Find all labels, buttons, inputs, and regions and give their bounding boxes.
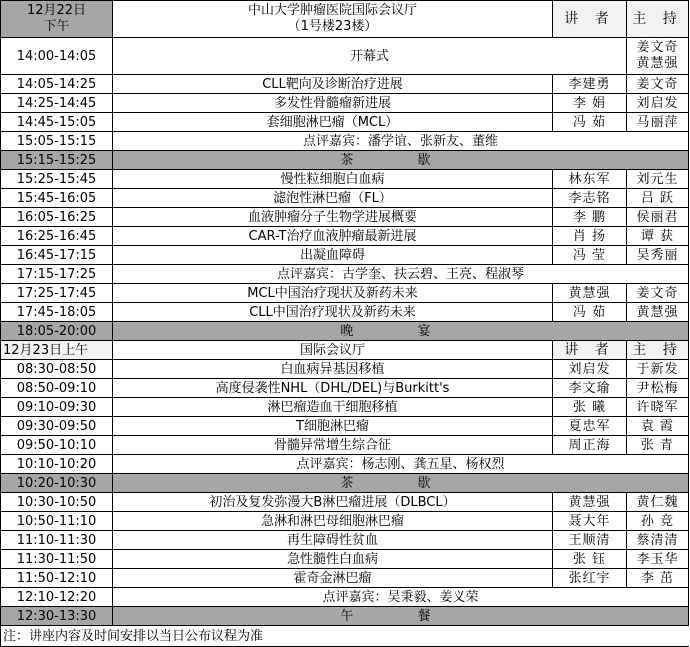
chair-name: 黄仁魏 — [627, 493, 689, 512]
session-time: 08:50-09:10 — [1, 379, 113, 398]
session-time: 11:50-12:10 — [1, 569, 113, 588]
session-time: 16:05-16:25 — [1, 208, 113, 227]
session-title: 多发性骨髓瘤新进展 — [113, 94, 553, 113]
session-title: 血液肿瘤分子生物学进展概要 — [113, 208, 553, 227]
session-title: CLL中国治疗现状及新药未来 — [113, 303, 553, 322]
talk-row — [1, 512, 689, 531]
session-time: 14:25-14:45 — [1, 94, 113, 113]
speaker-name: 黄慧强 — [553, 284, 627, 303]
chair-name: 袁 霞 — [627, 417, 689, 436]
lunch-row — [1, 607, 689, 626]
session-time: 17:45-18:05 — [1, 303, 113, 322]
talk-row — [1, 493, 689, 512]
chair-name: 刘元生 — [627, 170, 689, 189]
note-row — [1, 626, 689, 647]
speaker-name: 周正海 — [553, 436, 627, 455]
speaker-name: 张 钰 — [553, 550, 627, 569]
session-time: 14:45-15:05 — [1, 113, 113, 132]
speaker-name: 张 曦 — [553, 398, 627, 417]
session-time: 10:30-10:50 — [1, 493, 113, 512]
session-time: 16:25-16:45 — [1, 227, 113, 246]
session-time: 09:30-09:50 — [1, 417, 113, 436]
chair-name: 马丽萍 — [627, 113, 689, 132]
talk-row — [1, 379, 689, 398]
talk-row — [1, 550, 689, 569]
speaker-name: 李建勇 — [553, 75, 627, 94]
day1-venue-cell — [113, 1, 553, 38]
day1-chair-header: 主 持 — [627, 1, 689, 38]
chair-name: 张 青 — [627, 436, 689, 455]
speaker-name: 张红宇 — [553, 569, 627, 588]
session-time: 09:10-09:30 — [1, 398, 113, 417]
session-time: 15:25-15:45 — [1, 170, 113, 189]
session-title: 急性髓性白血病 — [113, 550, 553, 569]
day1-opening-chairs — [627, 38, 689, 75]
break-label: 午 餐 — [113, 607, 689, 626]
session-title: CLL靶向及诊断治疗进展 — [113, 75, 553, 94]
session-title: CAR-T治疗血液肿瘤最新进展 — [113, 227, 553, 246]
break-time: 15:15-15:25 — [1, 151, 113, 170]
break-time: 10:20-10:30 — [1, 474, 113, 493]
speaker-name: 夏忠军 — [553, 417, 627, 436]
break-label: 晚 宴 — [113, 322, 689, 341]
footnote: 注：讲座内容及时间安排以当日公布议程为准 — [1, 626, 689, 647]
talk-row — [1, 113, 689, 132]
day2-speaker-header: 讲 者 — [553, 341, 627, 360]
session-time: 10:10-10:20 — [1, 455, 113, 474]
talk-row — [1, 189, 689, 208]
speaker-name: 聂大年 — [553, 512, 627, 531]
chair-name: 尹松梅 — [627, 379, 689, 398]
session-title: T细胞淋巴瘤 — [113, 417, 553, 436]
speaker-name: 刘启发 — [553, 360, 627, 379]
day2-venue: 国际会议厅 — [113, 341, 553, 360]
day1-venue-sub: （1号楼23楼） — [287, 19, 378, 34]
chair-name: 孙 竞 — [627, 512, 689, 531]
speaker-name: 黄慧强 — [553, 493, 627, 512]
talk-row — [1, 531, 689, 550]
session-time: 17:25-17:45 — [1, 284, 113, 303]
chair-name: 刘启发 — [627, 94, 689, 113]
session-title: 滤泡性淋巴瘤（FL） — [113, 189, 553, 208]
session-title: 骨髓异常增生综合征 — [113, 436, 553, 455]
speaker-name: 冯 莹 — [553, 246, 627, 265]
session-time: 08:30-08:50 — [1, 360, 113, 379]
day1-date-cell — [1, 1, 113, 38]
comment-guests: 点评嘉宾：杨志刚、龚五星、杨权烈 — [113, 455, 689, 474]
talk-row — [1, 75, 689, 94]
talk-row — [1, 417, 689, 436]
chair-name: 蔡清清 — [627, 531, 689, 550]
speaker-name: 冯 茹 — [553, 303, 627, 322]
comment-guests: 点评嘉宾：吴秉毅、姜义荣 — [113, 588, 689, 607]
comment-row — [1, 588, 689, 607]
comment-row — [1, 455, 689, 474]
talk-row — [1, 360, 689, 379]
chair-name: 黄慧强 — [627, 303, 689, 322]
session-time: 14:05-14:25 — [1, 75, 113, 94]
chair-name: 许晓军 — [627, 398, 689, 417]
break-time: 12:30-13:30 — [1, 607, 113, 626]
chair-name: 谭 获 — [627, 227, 689, 246]
day2-chair-header: 主 持 — [627, 341, 689, 360]
chair-name: 姜文奇 — [627, 75, 689, 94]
day1-date: 12月22日 — [26, 3, 87, 18]
session-title: 再生障碍性贫血 — [113, 531, 553, 550]
talk-row — [1, 208, 689, 227]
session-title: 急淋和淋巴母细胞淋巴瘤 — [113, 512, 553, 531]
break-label: 茶 歇 — [113, 474, 689, 493]
session-time: 15:45-16:05 — [1, 189, 113, 208]
talk-row — [1, 94, 689, 113]
comment-guests: 点评嘉宾：潘学谊、张新友、董维 — [113, 132, 689, 151]
session-time: 14:00-14:05 — [1, 38, 113, 75]
chair-name: 李 茁 — [627, 569, 689, 588]
speaker-name: 李 鹏 — [553, 208, 627, 227]
chair-name: 于新发 — [627, 360, 689, 379]
break-label: 茶 歇 — [113, 151, 689, 170]
talk-row — [1, 569, 689, 588]
session-title: 淋巴瘤造血干细胞移植 — [113, 398, 553, 417]
talk-row — [1, 303, 689, 322]
day2-date: 12月23日上午 — [1, 341, 113, 360]
session-title: 初治及复发弥漫大B淋巴瘤进展（DLBCL） — [113, 493, 553, 512]
session-time: 11:30-11:50 — [1, 550, 113, 569]
session-title: 出凝血障碍 — [113, 246, 553, 265]
talk-row — [1, 284, 689, 303]
tea-break-row — [1, 151, 689, 170]
break-time: 18:05-20:00 — [1, 322, 113, 341]
session-time: 16:45-17:15 — [1, 246, 113, 265]
session-title: MCL中国治疗现状及新药未来 — [113, 284, 553, 303]
day1-venue: 中山大学肿瘤医院国际会议厅 — [247, 3, 417, 18]
speaker-name: 李 娟 — [553, 94, 627, 113]
session-title: 开幕式 — [113, 38, 627, 75]
speaker-name: 王顺清 — [553, 531, 627, 550]
speaker-name: 冯 茹 — [553, 113, 627, 132]
speaker-name: 肖 扬 — [553, 227, 627, 246]
session-time: 10:50-11:10 — [1, 512, 113, 531]
session-time: 17:15-17:25 — [1, 265, 113, 284]
chair-name: 吕 跃 — [627, 189, 689, 208]
chair-name: 黄慧强 — [636, 56, 679, 71]
day2-header-row — [1, 341, 689, 360]
chair-name: 侯丽君 — [627, 208, 689, 227]
comment-guests: 点评嘉宾：古学奎、扶云碧、王亮、程淑琴 — [113, 265, 689, 284]
chair-name: 李玉华 — [627, 550, 689, 569]
talk-row — [1, 227, 689, 246]
talk-row — [1, 398, 689, 417]
session-title: 慢性粒细胞白血病 — [113, 170, 553, 189]
session-time: 09:50-10:10 — [1, 436, 113, 455]
session-title: 霍奇金淋巴瘤 — [113, 569, 553, 588]
chair-name: 姜文奇 — [627, 284, 689, 303]
chair-name: 吴秀丽 — [627, 246, 689, 265]
day1-opening-row — [1, 38, 689, 75]
talk-row — [1, 436, 689, 455]
tea-break-row — [1, 474, 689, 493]
talk-row — [1, 246, 689, 265]
session-time: 15:05-15:15 — [1, 132, 113, 151]
day1-speaker-header: 讲 者 — [553, 1, 627, 38]
comment-row — [1, 132, 689, 151]
day1-header-row — [1, 1, 689, 38]
speaker-name: 李文瑜 — [553, 379, 627, 398]
session-title: 高度侵袭性NHL（DHL/DEL)与Burkitt's — [113, 379, 553, 398]
speaker-name: 李志铭 — [553, 189, 627, 208]
comment-row — [1, 265, 689, 284]
speaker-name: 林东军 — [553, 170, 627, 189]
session-time: 11:10-11:30 — [1, 531, 113, 550]
chair-name: 姜文奇 — [636, 40, 679, 55]
session-title: 白血病异基因移植 — [113, 360, 553, 379]
session-time: 12:10-12:20 — [1, 588, 113, 607]
talk-row — [1, 170, 689, 189]
day1-period: 下午 — [43, 19, 70, 34]
dinner-row — [1, 322, 689, 341]
session-title: 套细胞淋巴瘤（MCL） — [113, 113, 553, 132]
